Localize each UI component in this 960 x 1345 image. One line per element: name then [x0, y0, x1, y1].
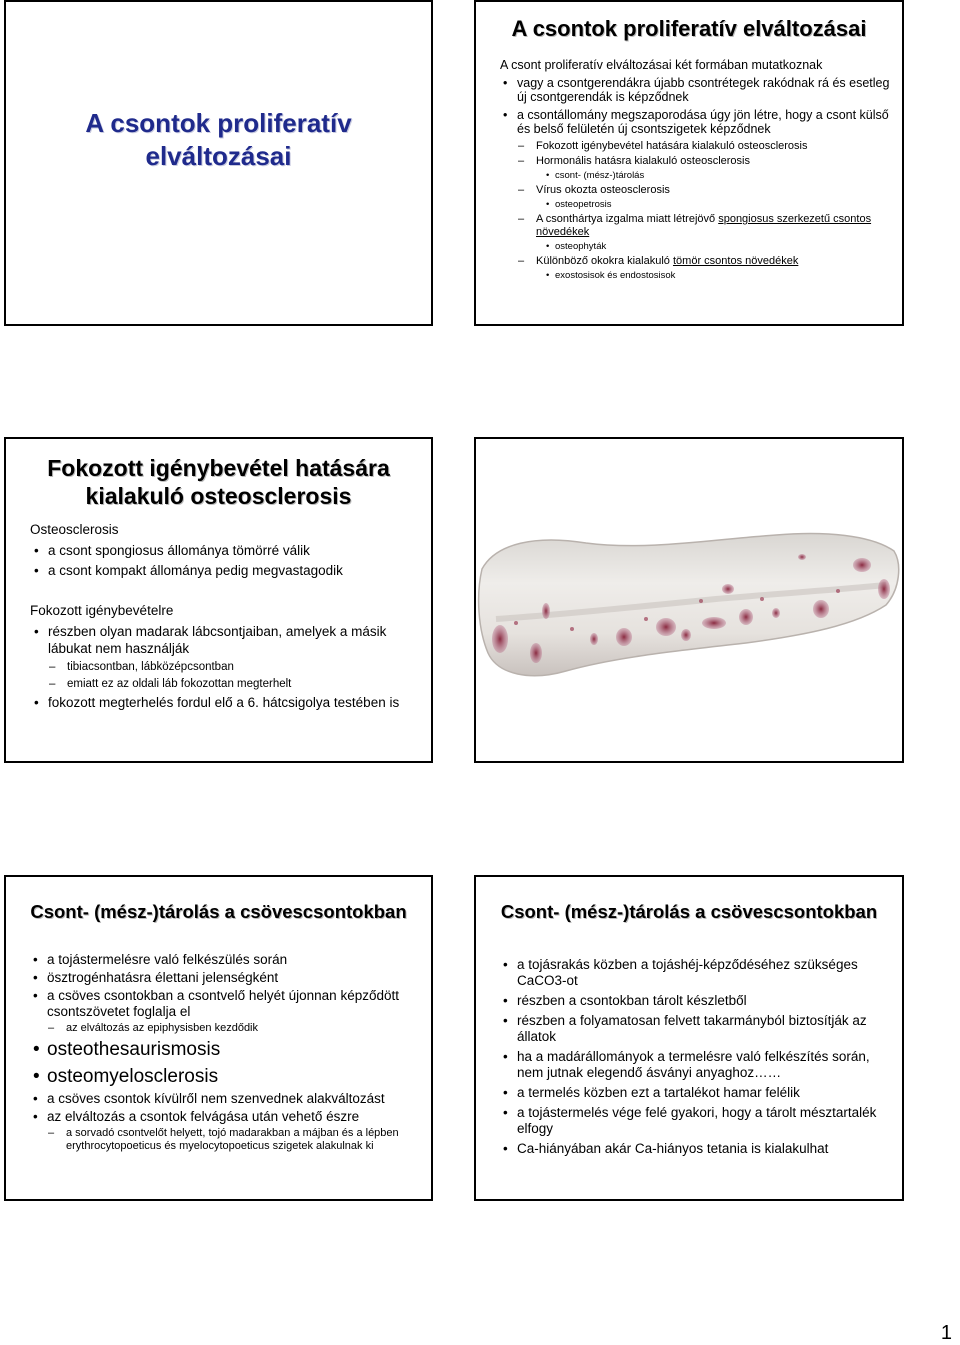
list-item: • a csont kompakt állománya pedig megvastagodik — [48, 562, 410, 579]
list-item: • részben olyan madarak lábcsontjaiban, amelyek a másik lábukat nem használják — [48, 623, 410, 657]
slide-body — [30, 952, 421, 1155]
sub-sub-item: • exostosisok és endostosisok — [555, 270, 892, 282]
sub-sub-item: • osteophyták — [555, 241, 892, 253]
list-item: • a tojásrakás közben a tojáshéj-képződéséhez szükséges CaCO3-ot — [517, 957, 892, 989]
sub-item-text: Különböző okokra kialakuló — [536, 255, 673, 267]
list-item: • a tojástermelésre való felkészülés során — [47, 952, 421, 968]
list-item: • a tojástermelés vége felé gyakori, hogy a tárolt mésztartalék elfogy — [517, 1105, 892, 1137]
slide-3 — [4, 437, 433, 763]
sub-item-text: A csonthártya izgalma miatt létrejövő — [536, 213, 719, 225]
section-heading: Fokozott igénybevételre — [30, 603, 174, 618]
list-item-text: a csontállomány megszaporodása úgy jön létre, hogy a csont külső és belső felületén új csontszigetek képződnek — [517, 108, 889, 136]
sub-sub-item: • csont- (mész-)tárolás — [555, 170, 892, 182]
list-item: • osteothesaurismosis — [47, 1038, 421, 1062]
slide-1 — [4, 0, 433, 326]
section-heading: Osteosclerosis — [30, 522, 119, 537]
sub-item — [536, 255, 892, 268]
slide-4 — [474, 437, 904, 763]
list-item: • ha a madárállományok a termelésre való felkészítés során, nem jutnak elegendő ásványi anyaghoz…… — [517, 1049, 892, 1081]
slide-title: Fokozott igénybevétel hatására kialakuló osteosclerosis — [47, 455, 390, 509]
list-item: • az elváltozás a csontok felvágása után vehető észre — [47, 1109, 421, 1125]
list-item: • részben a csontokban tárolt készletből — [517, 993, 892, 1009]
sub-item: – Fokozott igénybevétel hatására kialakuló osteosclerosis — [536, 140, 892, 153]
slide-title: A csontok proliferatív elváltozásai — [511, 16, 867, 41]
list-item: • vagy a csontgerendákra újabb csontrétegek rakódnak rá és esetleg új csontgerendák is képződnek — [517, 76, 892, 104]
bone-specimen-photo — [476, 439, 902, 761]
list-item — [517, 108, 892, 136]
list-item: • fokozott megterhelés fordul elő a 6. hátcsigolya testében is — [48, 694, 410, 711]
list-item: • Ca-hiányában akár Ca-hiányos tetania is kialakulhat — [517, 1141, 892, 1157]
slide-title: Csont- (mész-)tárolás a csövescsontokban — [500, 901, 878, 922]
underlined-text: tömör csontos növedékek — [672, 255, 799, 267]
slide-6 — [474, 875, 904, 1201]
underlined-text: spongiosus szerkezetű csontos növedékek — [536, 213, 872, 238]
page-number: 1 — [940, 1322, 952, 1344]
slide-2 — [474, 0, 904, 326]
slide-title: A csontok proliferatív elváltozásai — [85, 108, 352, 171]
sub-item: – emiatt ez az oldali láb fokozottan megterhelt — [67, 677, 410, 691]
list-item: • a termelés közben ezt a tartalékot hamar felélik — [517, 1085, 892, 1101]
sub-item: – az elváltozás az epiphysisben kezdődik — [66, 1022, 421, 1035]
sub-item: – tibiacsontban, lábközépcsontban — [67, 660, 410, 674]
lead-text: A csont proliferatív elváltozásai két formában mutatkoznak — [500, 58, 823, 72]
sub-item — [536, 213, 892, 239]
sub-item: – Hormonális hatásra kialakuló osteosclerosis — [536, 155, 892, 168]
slide-title: Csont- (mész-)tárolás a csövescsontokban — [30, 901, 407, 922]
slide-body — [30, 521, 410, 714]
list-item: • osteomyelosclerosis — [47, 1065, 421, 1089]
sub-item: – Vírus okozta osteosclerosis — [536, 184, 892, 197]
list-item: • a csöves csontok kívülről nem szenvednek alakváltozást — [47, 1091, 421, 1107]
slide-body — [500, 957, 892, 1161]
sub-item: – a sorvadó csontvelőt helyett, tojó madarakban a májban és a lépben erythrocytopoeticus és myelocytopoeticus szigetek alakulnak ki — [66, 1127, 421, 1153]
list-item: • a csöves csontokban a csontvelő helyét újonnan képződött csontszövetet foglalja el — [47, 988, 421, 1020]
list-item: • a csont spongiosus állománya tömörré válik — [48, 542, 410, 559]
slide-5 — [4, 875, 433, 1201]
list-item: • ösztrogénhatásra élettani jelenségként — [47, 970, 421, 986]
sub-sub-item: • osteopetrosis — [555, 199, 892, 211]
slide-body — [500, 58, 892, 284]
list-item: • részben a folyamatosan felvett takarmányból biztosítják az állatok — [517, 1013, 892, 1045]
